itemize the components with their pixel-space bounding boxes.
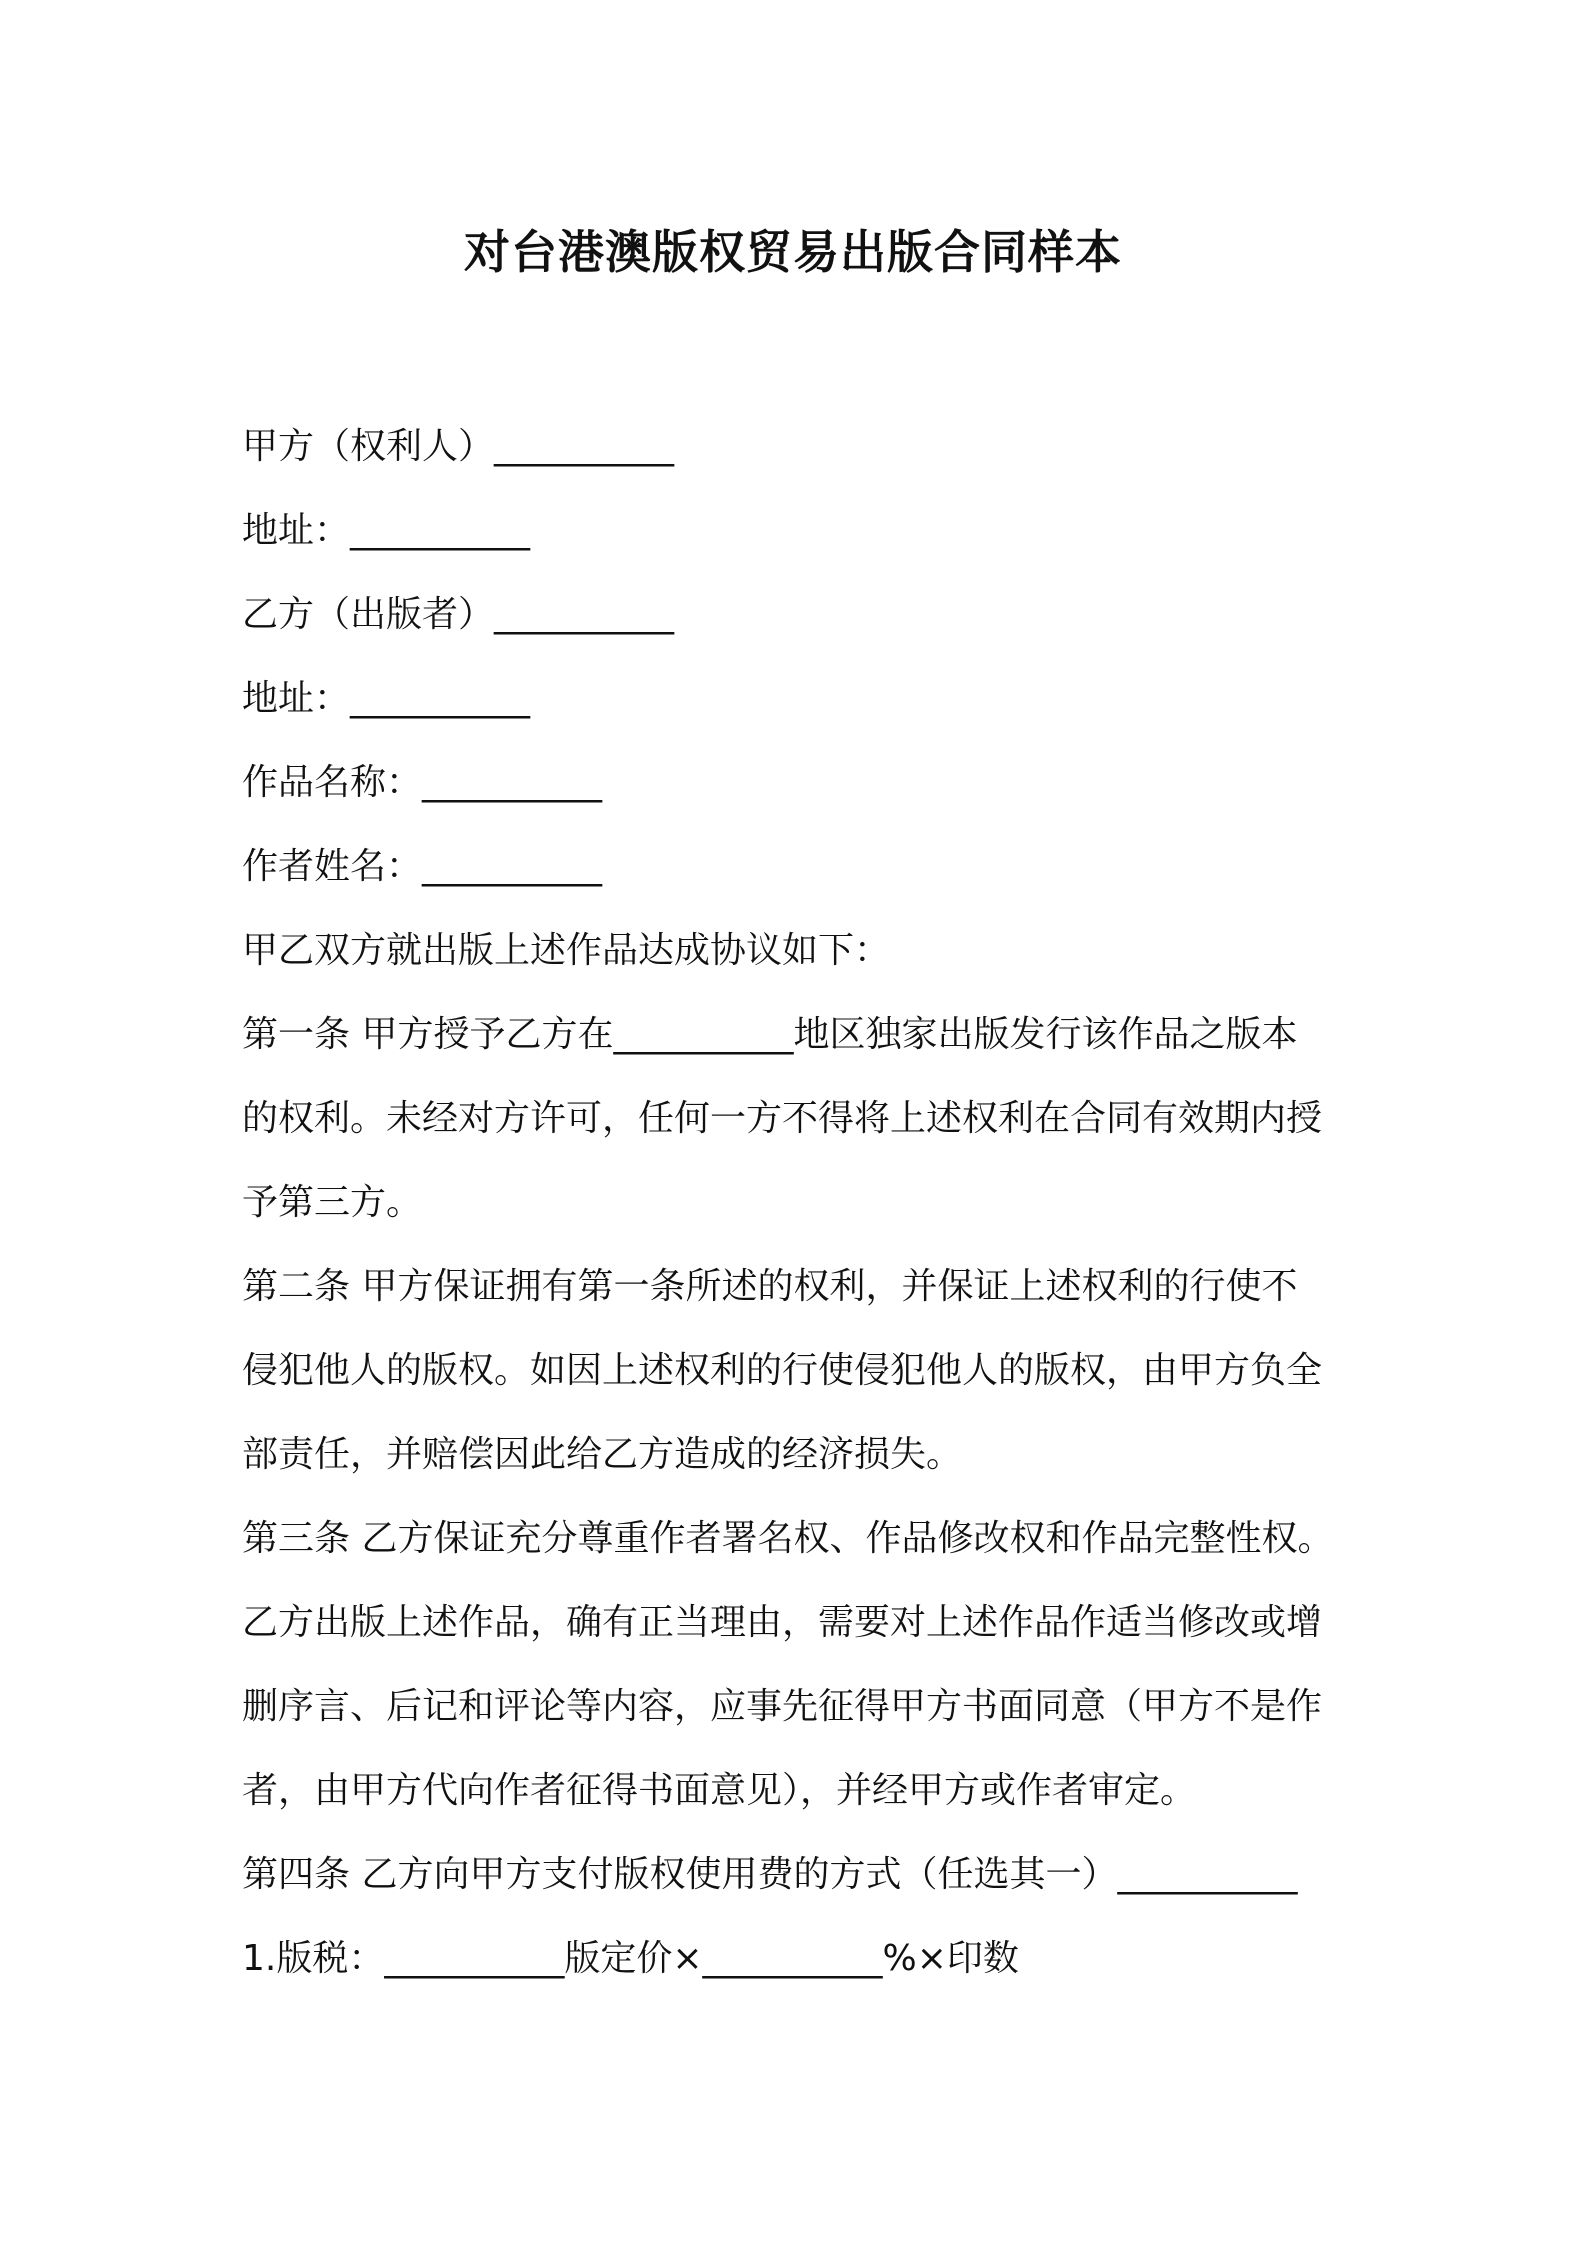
article-3-line: 删序言、后记和评论等内容，应事先征得甲方书面同意（甲方不是作 xyxy=(242,1686,1323,1727)
article-1 xyxy=(242,993,1382,1245)
article-3-line: 乙方出版上述作品，确有正当理由，需要对上述作品作适当修改或增 xyxy=(242,1602,1323,1643)
royalty-item: 1.版税：__________版定价×__________%×印数 xyxy=(242,1938,1019,1979)
article-2-line: 第二条 甲方保证拥有第一条所述的权利，并保证上述权利的行使不 xyxy=(242,1266,1298,1307)
party-b-address-field: 地址：__________ xyxy=(242,678,531,719)
article-1-line: 第一条 甲方授予乙方在__________地区独家出版发行该作品之版本 xyxy=(242,1014,1298,1055)
author-name-field: 作者姓名：__________ xyxy=(242,846,603,887)
article-4: 第四条 乙方向甲方支付版权使用费的方式（任选其一）__________ xyxy=(242,1854,1298,1895)
article-3 xyxy=(242,1497,1382,1833)
party-b-field: 乙方（出版者）__________ xyxy=(242,594,675,635)
agreement-intro: 甲乙双方就出版上述作品达成协议如下： xyxy=(242,930,891,971)
article-3-line: 者，由甲方代向作者征得书面意见），并经甲方或作者审定。 xyxy=(242,1770,1197,1811)
article-1-line: 的权利。未经对方许可，任何一方不得将上述权利在合同有效期内授 xyxy=(242,1098,1323,1139)
party-a-address-field: 地址：__________ xyxy=(242,510,531,551)
article-2-line: 部责任，并赔偿因此给乙方造成的经济损失。 xyxy=(242,1434,963,1475)
article-2-line: 侵犯他人的版权。如因上述权利的行使侵犯他人的版权，由甲方负全 xyxy=(242,1350,1323,1391)
document-title: 对台港澳版权贸易出版合同样本 xyxy=(464,225,1122,279)
article-3-line: 第三条 乙方保证充分尊重作者署名权、作品修改权和作品完整性权。 xyxy=(242,1518,1334,1559)
party-a-field: 甲方（权利人）__________ xyxy=(242,426,675,467)
document-body xyxy=(242,405,1382,2001)
article-1-line: 予第三方。 xyxy=(242,1182,423,1223)
work-title-field: 作品名称：__________ xyxy=(242,762,603,803)
article-2 xyxy=(242,1245,1382,1497)
